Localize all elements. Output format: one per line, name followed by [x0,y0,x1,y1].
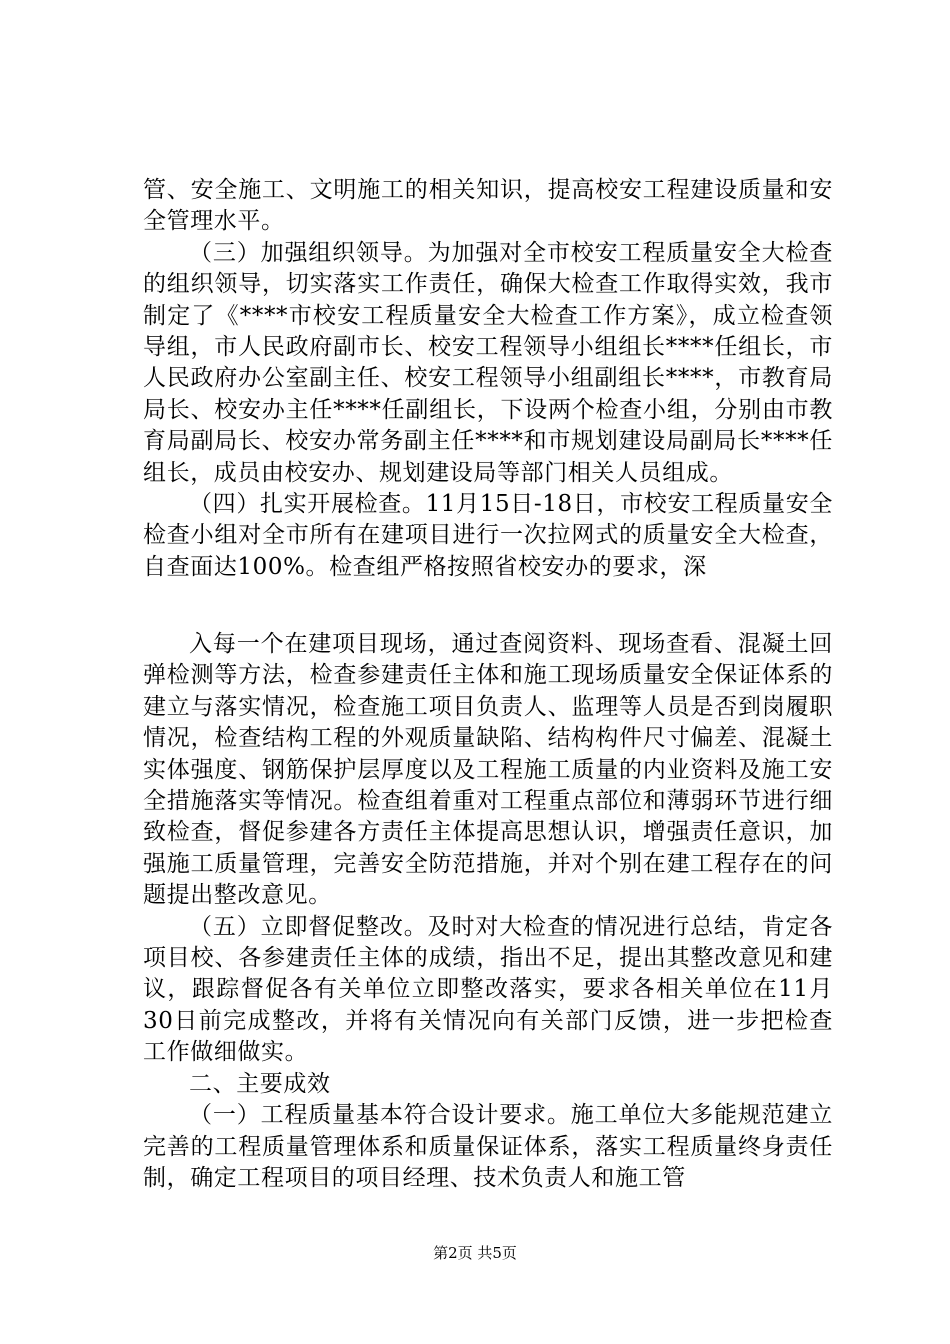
paragraph-continuation: 管、安全施工、文明施工的相关知识，提高校安工程建设质量和安全管理水平。 [143,177,833,235]
paragraph-section-4: （四）扎实开展检查。11月15日-18日，市校安工程质量安全检查小组对全市所有在建项目进行一次拉网式的质量安全大检查，自查面达100%。检查组严格按照省校安办的要求，深 [143,491,833,580]
text-block-top [143,175,833,583]
page-number-label: 第2页 共5页 [433,1244,517,1262]
paragraph-section-4-continued: 入每一个在建项目现场，通过查阅资料、现场查看、混凝土回弹检测等方法，检查参建责任主体和施工现场质量安全保证体系的建立与落实情况，检查施工项目负责人、监理等人员是否到岗履职情况，检查结构工程的外观质量缺陷、结构构件尺寸偏差、混凝土实体强度、钢筋保护层厚度以及工程施工质量的内业资料及施工安全措施落实等情况。检查组着重对工程重点部位和薄弱环节进行细致检查，督促参建各方责任主体提高思想认识，增强责任意识，加强施工质量管理，完善安全防范措施，并对个别在建工程存在的问题提出整改意见。 [143,631,833,909]
paragraph-section-3: （三）加强组织领导。为加强对全市校安工程质量安全大检查的组织领导，切实落实工作责任，确保大检查工作取得实效，我市制定了《****市校安工程质量安全大检查工作方案》，成立检查领导组，市人民政府副市长、校安工程领导小组组长****任组长，市人民政府办公室副主任、校安工程领导小组副组长****，市教育局局长、校安办主任****任副组长，下设两个检查小组，分别由市教育局副局长、校安办常务副主任****和市规划建设局副局长****任组长，成员由校安办、规划建设局等部门相关人员组成。 [143,239,833,486]
text-block-bottom [143,629,833,1194]
paragraph-result-1: （一）工程质量基本符合设计要求。施工单位大多能规范建立完善的工程质量管理体系和质量保证体系，落实工程质量终身责任制，确定工程项目的项目经理、技术负责人和施工管 [143,1102,833,1191]
page-footer [0,1243,950,1263]
paragraph-section-5: （五）立即督促整改。及时对大检查的情况进行总结，肯定各项目校、各参建责任主体的成绩，指出不足，提出其整改意见和建议，跟踪督促各有关单位立即整改落实，要求各相关单位在11月30日前完成整改，并将有关情况向有关部门反馈，进一步把检查工作做细做实。 [143,913,833,1066]
heading-main-results: 二、主要成效 [189,1070,331,1097]
